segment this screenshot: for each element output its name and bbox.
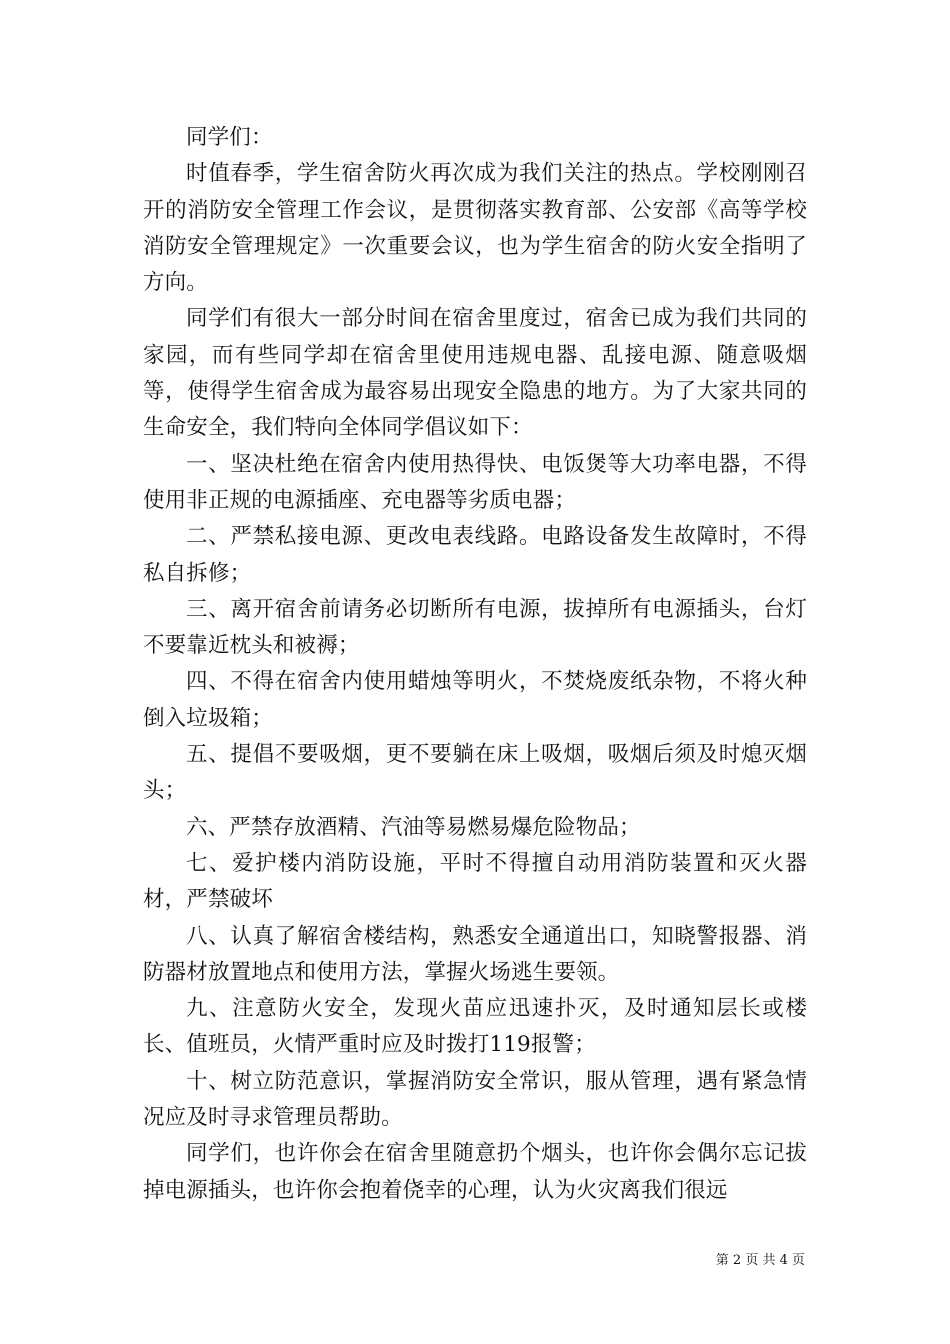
rule-item-3: 三、离开宿舍前请务必切断所有电源，拔掉所有电源插头，台灯不要靠近枕头和被褥； bbox=[143, 596, 807, 659]
paragraph-closing: 同学们，也许你会在宿舍里随意扔个烟头，也许你会偶尔忘记拔掉电源插头，也许你会抱着侥幸的心理，认为火灾离我们很远 bbox=[143, 1141, 807, 1203]
page-number: 第 2 页 共 4 页 bbox=[715, 1253, 805, 1268]
rule-item-4: 四、不得在宿舍内使用蜡烛等明火，不焚烧废纸杂物，不将火种倒入垃圾箱； bbox=[143, 669, 807, 731]
rule-item-6: 六、严禁存放酒精、汽油等易燃易爆危险物品； bbox=[186, 814, 641, 840]
rule-item-8: 八、认真了解宿舍楼结构，熟悉安全通道出口，知晓警报器、消防器材放置地点和使用方法，掌握火场逃生要领。 bbox=[143, 923, 807, 985]
document-body bbox=[143, 120, 807, 1209]
rule-item-2: 二、严禁私接电源、更改电表线路。电路设备发生故障时，不得私自拆修； bbox=[143, 524, 807, 586]
rule-item-7: 七、爱护楼内消防设施，平时不得擅自动用消防装置和灭火器材，严禁破坏 bbox=[143, 850, 807, 913]
paragraph-context: 同学们有很大一部分时间在宿舍里度过，宿舍已成为我们共同的家园，而有些同学却在宿舍里使用违规电器、乱接电源、随意吸烟等，使得学生宿舍成为最容易出现安全隐患的地方。为了大家共同的生命安全，我们特向全体同学倡议如下： bbox=[143, 306, 807, 441]
rule-item-1: 一、坚决杜绝在宿舍内使用热得快、电饭煲等大功率电器，不得使用非正规的电源插座、充电器等劣质电器； bbox=[143, 451, 807, 513]
salutation: 同学们： bbox=[186, 125, 273, 150]
rule-item-5: 五、提倡不要吸烟，更不要躺在床上吸烟，吸烟后须及时熄灭烟头； bbox=[143, 742, 807, 804]
rule-item-10: 十、树立防范意识，掌握消防安全常识，服从管理，遇有紧急情况应及时寻求管理员帮助。 bbox=[143, 1068, 807, 1131]
rule-item-9: 九、注意防火安全，发现火苗应迅速扑灭，及时通知层长或楼长、值班员，火情严重时应及时拨打119报警； bbox=[143, 996, 807, 1058]
paragraph-intro: 时值春季，学生宿舍防火再次成为我们关注的热点。学校刚刚召开的消防安全管理工作会议，是贯彻落实教育部、公安部《高等学校消防安全管理规定》一次重要会议，也为学生宿舍的防火安全指明了方向。 bbox=[143, 161, 807, 296]
